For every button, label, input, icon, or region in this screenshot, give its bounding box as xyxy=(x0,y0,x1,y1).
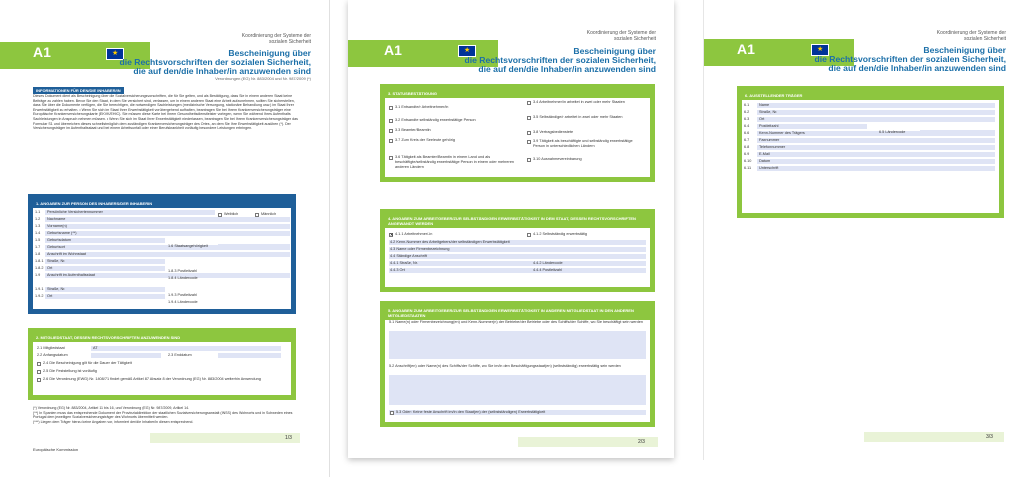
checkbox-2-6[interactable] xyxy=(37,378,41,382)
label-3-1: 3.1 Entsandte/r Arbeitnehmer/in xyxy=(395,105,449,109)
section-2-member-state xyxy=(28,328,296,400)
row-label: Unterschrift xyxy=(759,166,779,170)
member-state-field[interactable] xyxy=(91,346,281,351)
row-label: Anschrift im Wohnstaat xyxy=(47,252,86,256)
row-label: Geburtsort xyxy=(47,245,65,249)
label-2-6: 2.6 Die Verordnung (EWG) Nr. 1408/71 findet gemäß Artikel 87 Absatz 8 der Verordnung (EG) Nr. 883/2004 weiterhin Anwendung xyxy=(43,377,261,381)
label-3-10: 3.10 Ausnahmevereinbarung xyxy=(533,157,582,161)
page-footer-bar xyxy=(518,437,658,447)
row-label: Vorname(n) xyxy=(47,224,67,228)
section-6-issuing-institution xyxy=(737,86,1004,218)
end-date-label: 2.3 Enddatum xyxy=(168,353,192,357)
row-label: Name xyxy=(759,103,770,107)
row-number: 1.9.2 xyxy=(35,294,44,298)
row-number: 1.2 xyxy=(35,217,41,221)
male-label: Männlich xyxy=(261,212,277,216)
institution-field[interactable] xyxy=(757,152,995,157)
coordination-label: Koordinierung der Systeme der sozialen Sicherheit xyxy=(936,30,1006,42)
row-number: 6.7 xyxy=(744,138,750,142)
checkbox-2-4[interactable] xyxy=(37,362,41,366)
label-5-2: 5.2 Anschrift(en) oder Name(n) des Schiffs/der Schiffe, wo Sie im/in den Beschäftigungsstaat(en) (selbstständig) erwerbstätig sein werden xyxy=(389,364,621,368)
field-5-2[interactable] xyxy=(389,375,646,405)
row-label: Faxnummer xyxy=(759,138,780,142)
row-label: Postleitzahl xyxy=(759,124,779,128)
commission-label: Europäische Kommission xyxy=(33,447,79,452)
checkbox-3-10[interactable] xyxy=(527,158,531,162)
row-number: 6.9 xyxy=(744,152,750,156)
section-2-heading: 2. MITGLIEDSTAAT, DESSEN RECHTSVORSCHRIFTEN ANZUWENDEN SIND xyxy=(33,333,291,342)
row-label: Geburtsname (**) xyxy=(47,231,77,235)
label-3-2: 3.2 Entsandte selbständig erwerbstätige Person xyxy=(395,118,476,122)
row-number: 1.8.1 xyxy=(35,259,44,263)
form-code: A1 xyxy=(737,41,755,57)
female-label: Weiblich xyxy=(224,212,239,216)
row-number: 1.9 xyxy=(35,273,41,277)
row-number: 1.8.2 xyxy=(35,266,44,270)
label-4-4: 4.4 Ständige Anschrift xyxy=(390,254,427,258)
label-3-9: 3.9 Tätigkeit als beschäftigte und selbständig erwerbstätige Person in unterschiedlichen Ländern xyxy=(533,139,633,148)
label-2-4: 2.4 Die Bescheinigung gilt für die Dauer der Tätigkeit xyxy=(43,361,132,365)
page-number: 2/3 xyxy=(638,439,645,445)
label-5-3: 5.3 Oder: Keine feste Anschrift im/in den Staat(en) der (selbstständigen) Erwerbstätigkeit xyxy=(396,410,546,414)
row-label: Ort xyxy=(47,266,53,270)
country-code-label: 6.5 Ländercode xyxy=(879,130,906,134)
label-4-2: 4.2 Kenn-Nummer des Arbeitgebers/der selbständigen Erwerbstätigkeit xyxy=(390,240,510,244)
member-state-value: AT xyxy=(93,346,98,350)
row-number: 6.8 xyxy=(744,145,750,149)
member-state-label: 2.1 Mitgliedstaat xyxy=(37,346,65,350)
label-4-3: 4.3 Name oder Firmenbezeichnung xyxy=(390,247,450,251)
field-4-4-3[interactable] xyxy=(389,268,646,273)
checkbox-4-1-1-checked[interactable] xyxy=(389,233,393,237)
coordination-label: Koordinierung der Systeme der sozialen Sicherheit xyxy=(586,30,656,42)
section-6-heading: 6. AUSSTELLENDER TRÄGER xyxy=(742,91,999,100)
row-number: 1.4 xyxy=(35,231,41,235)
checkbox-2-5[interactable] xyxy=(37,370,41,374)
person-field[interactable] xyxy=(45,217,290,222)
person-field[interactable] xyxy=(45,224,290,229)
row-number: 1.7 xyxy=(35,245,41,249)
section-3-heading: 3. STATUSBESTÄTIGUNG xyxy=(385,89,650,98)
form-page-2 xyxy=(348,0,674,458)
row-number: 6.3 xyxy=(744,117,750,121)
stamp-label: STEMPEL xyxy=(744,197,762,201)
postcode-1-label: 1.8.3 Postleitzahl xyxy=(168,269,197,273)
male-checkbox[interactable] xyxy=(255,213,259,217)
label-4-1-2: 4.1.2 Selbstständig erwerbstätig xyxy=(533,232,588,236)
checkbox-3-9[interactable] xyxy=(527,140,531,144)
section-5-other-states xyxy=(380,301,655,427)
page-title: Bescheinigung über die Rechtsvorschriften der sozialen Sicherheit, die auf den/die Inhaber/in anzuwenden sind xyxy=(464,46,656,74)
row-label: Straße, Nr. xyxy=(47,287,66,291)
postcode-2-label: 1.9.3 Postleitzahl xyxy=(168,293,197,297)
form-code: A1 xyxy=(33,44,51,60)
section-5-heading: 5. ANGABEN ZUM ARBEITGEBER/ZUR SELBSTÄNDIGEN ERWERBSTÄTIGKEIT IN ANDEREN MITGLIEDSTAAT IN DEN ANDEREN MITGLIEDSTAATEN xyxy=(385,306,650,320)
checkbox-3-1[interactable] xyxy=(389,106,393,110)
form-page-1 xyxy=(0,0,330,477)
info-text: Dieses Dokument dient als Bescheinigung über die Sozialversicherungsvorschriften, die für Sie gelten, und als Bestätigung, dass Sie in einem anderen Staat keine Beiträge zu zahlen haben. Bevor Sie den Staat, in dem Sie versichert sind, verlassen, um in einem anderen Staat eine Arbeit aufzunehmen, sollten Sie sicherstellen, dass Sie über die Dokumente verfügen, die Sie berechtigen, die notwendigen Sachleistungen (medizinische Versorgung, stationäre Behandlung usw.) im Staat Ihrer Erwerbstätigkeit zu erhalten. • Wenn Sie sich im Staat Ihrer Erwerbstätigkeit vorübergehend aufhalten, beantragen Sie bei Ihrem Krankenversicherungsträger eine Europäische Krankenversicherungskarte (EKVK/EHIC). Sie müssen diese Karte bei Ihrem Gesundheitsdienstleister vorlegen, wenn Sie während Ihres Aufenthalts Sachleistungen in Anspruch nehmen müssen. • Wenn Sie sich im Staat Ihrer Erwerbstätigkeit niederlassen, beantragen Sie bei Ihrem Krankenversicherungsträger das Formular S1 und überreichen dieses schnellstmöglich dem zuständigen Krankenversicherungsträger des Ortes, an dem Sie Ihre Erwerbstätigkeit ausüben (*). Der Versicherungsträger im Aufenthaltsstaat und bei einem Arbeitsunfall oder einer Berufskrankheit vorläufig besondere Leistungen erbringen. xyxy=(33,94,298,131)
nationality-label: 1.6 Staatsangehörigkeit xyxy=(168,244,208,248)
page-title: Bescheinigung über die Rechtsvorschriften der sozialen Sicherheit, die auf den/die Inhaber/in anzuwenden sind xyxy=(814,45,1006,73)
row-label: Straße, Nr. xyxy=(759,110,778,114)
institution-field[interactable] xyxy=(757,145,995,150)
start-date-field[interactable] xyxy=(91,353,161,358)
page-title: Bescheinigung über die Rechtsvorschriften der sozialen Sicherheit, die auf den/die Inhaber/in anzuwenden sind xyxy=(119,48,311,76)
section-1-person xyxy=(28,194,296,314)
label-4-4-1: 4.4.1 Straße, Nr. xyxy=(390,261,418,265)
row-number: 1.5 xyxy=(35,238,41,242)
checkbox-3-6[interactable] xyxy=(389,156,393,160)
country-code-field[interactable] xyxy=(920,130,995,135)
country-code-1-label: 1.8.4 Ländercode xyxy=(168,276,198,280)
institution-field[interactable] xyxy=(757,138,995,143)
page-footer-bar xyxy=(864,432,1004,442)
nationality-field[interactable] xyxy=(218,244,290,249)
page-number: 3/3 xyxy=(986,434,993,440)
person-field[interactable] xyxy=(45,231,290,236)
end-date-field[interactable] xyxy=(218,353,281,358)
page-number: 1/3 xyxy=(285,435,292,441)
row-number: 6.6 xyxy=(744,131,750,135)
label-3-6: 3.6 Tätigkeit als Beamter/Beamtin in einem Land und als beschäftigte/selbständig erwerbstätige Person in einem oder mehreren anderen Ländern xyxy=(395,155,515,169)
row-number: 6.2 xyxy=(744,110,750,114)
regulation-reference: Verordnungen (EG) Nr. 883/2004 und Nr. 987/2009 (*) xyxy=(215,76,311,81)
row-number: 1.3 xyxy=(35,224,41,228)
section-3-status xyxy=(380,84,655,182)
coordination-label: Koordinierung der Systeme der sozialen Sicherheit xyxy=(241,33,311,45)
label-4-4-3: 4.4.3 Ort xyxy=(390,268,405,272)
section-4-heading: 4. ANGABEN ZUM ARBEITGEBER/ZUR SELBSTÄNDIGEN ERWERBSTÄTIGKEIT IN DEM STAAT, DESSEN RECHTSVORSCHRIFTEN ANGEWANDT WERDEN xyxy=(385,214,650,228)
row-label: Anschrift im Aufenthaltsstaat xyxy=(47,273,95,277)
section-1-heading: 1. ANGABEN ZUR PERSON DES INHABERS/DER INHABERIN xyxy=(33,199,291,208)
field-4-4[interactable] xyxy=(389,254,646,259)
institution-field[interactable] xyxy=(757,103,995,108)
row-label: Ort xyxy=(759,117,765,121)
institution-field[interactable] xyxy=(757,159,995,164)
checkbox-3-3[interactable] xyxy=(389,129,393,133)
row-label: E-Mail xyxy=(759,152,770,156)
footnotes: (*) Verordnung (EG) Nr. 883/2004, Artikel 11 bis 16, und Verordnung (EG) Nr. 987/2009, Artikel 14. (**) In Spanien muss das entsprechende Dokument der Provinzialdirektion der staatlichen Sozialversicherungsanstalt (INSS) des Wohnorts und in Schweden eines Portugal dem jeweiligen Sozialversicherungsträger des Wohnorts übermittelt werden. (***) Liegen dem Träger hierzu keine Angaben vor, informiert der/die Inhaber/in diesen entsprechend. xyxy=(33,406,293,424)
label-3-8: 3.8 Vertragsbedienstete xyxy=(533,130,574,134)
person-field[interactable] xyxy=(45,266,165,271)
row-number: 6.4 xyxy=(744,124,750,128)
form-code: A1 xyxy=(384,42,402,58)
row-label: Geburtsdatum xyxy=(47,238,72,242)
label-4-4-4: 4.4.4 Postleitzahl xyxy=(533,268,562,272)
row-label: Persönliche Versichertennummer xyxy=(47,210,103,214)
row-label: Kenn-Nummer des Trägers xyxy=(759,131,805,135)
checkbox-3-5[interactable] xyxy=(527,116,531,120)
page-footer-bar xyxy=(150,433,300,443)
label-3-5: 3.5 Selbständige/r arbeitet in zwei oder mehr Staaten xyxy=(533,115,623,119)
start-date-label: 2.2 Anfangsdatum xyxy=(37,353,68,357)
info-heading: INFORMATIONEN FÜR DEN/DIE INHABER/IN xyxy=(33,87,124,94)
checkbox-3-7[interactable] xyxy=(389,139,393,143)
row-label: Nachname xyxy=(47,217,66,221)
row-number: 1.1 xyxy=(35,210,41,214)
person-field[interactable] xyxy=(45,294,165,299)
institution-field[interactable] xyxy=(757,166,995,171)
label-3-7: 3.7 Zum Kreis der Seeleute gehörig xyxy=(395,138,455,142)
label-3-3: 3.3 Beamter/Beamtin xyxy=(395,128,431,132)
label-3-4: 3.4 Arbeitnehmer/in arbeitet in zwei oder mehr Staaten xyxy=(533,100,625,104)
row-number: 6.11 xyxy=(744,166,752,170)
row-number: 6.10 xyxy=(744,159,752,163)
row-number: 1.9.1 xyxy=(35,287,44,291)
country-code-2-label: 1.9.4 Ländercode xyxy=(168,300,198,304)
checkbox-5-3[interactable] xyxy=(390,411,394,415)
form-page-3 xyxy=(703,0,1024,460)
label-5-1: 5.1 Name(n) oder Firmenbezeichnung(en) und Kenn-Nummer(n) der Betriebe/der Betriebe oder des Schiffs/der Schiffe, wo Sie beschäftigt sein werden xyxy=(389,320,643,324)
row-number: 1.8 xyxy=(35,252,41,256)
checkbox-3-4[interactable] xyxy=(527,101,531,105)
female-checkbox[interactable] xyxy=(218,213,222,217)
checkbox-3-2[interactable] xyxy=(389,119,393,123)
row-number: 6.1 xyxy=(744,103,750,107)
institution-field[interactable] xyxy=(757,110,995,115)
field-5-1[interactable] xyxy=(389,331,646,359)
section-4-employer xyxy=(380,209,655,292)
row-label: Straße, Nr. xyxy=(47,259,66,263)
institution-field[interactable] xyxy=(757,117,995,122)
checkbox-3-8[interactable] xyxy=(527,131,531,135)
row-label: Telefonnummer xyxy=(759,145,786,149)
label-4-4-2: 4.4.2 Ländercode xyxy=(533,261,563,265)
label-4-1-1: 4.1.1 Arbeitnehmer/-in xyxy=(395,232,433,236)
checkbox-4-1-2[interactable] xyxy=(527,233,531,237)
label-2-5: 2.5 Die Feststellung ist vorläufig xyxy=(43,369,97,373)
field-4-4-1[interactable] xyxy=(389,261,646,266)
row-label: Datum xyxy=(759,159,771,163)
row-label: Ort xyxy=(47,294,53,298)
